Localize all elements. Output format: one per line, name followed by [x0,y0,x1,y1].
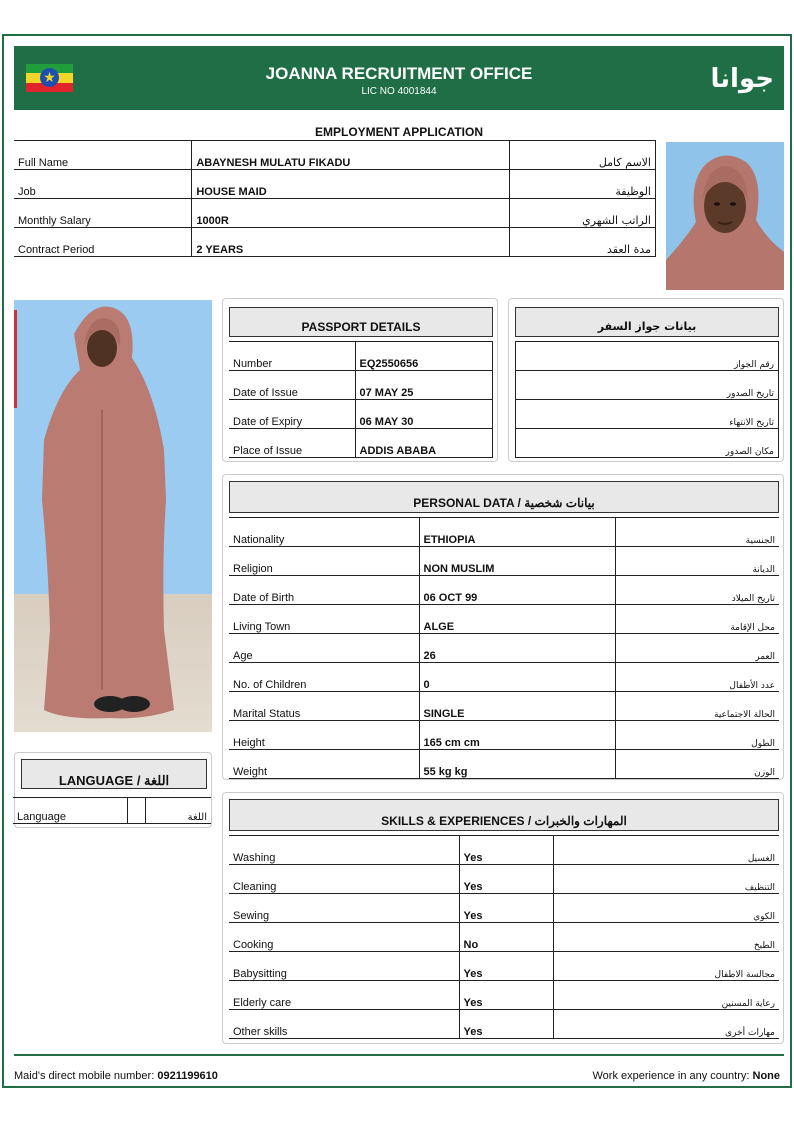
passport-label: Date of Issue [229,371,355,400]
mobile-label: Maid's direct mobile number: [14,1070,155,1082]
skill-label: Elderly care [229,981,459,1010]
skill-value: Yes [459,952,553,981]
application-page [2,34,792,1088]
info-label-ar: مدة العقد [510,228,656,257]
skill-row [229,981,779,1010]
skill-value: Yes [459,836,553,865]
info-value: 2 YEARS [192,228,510,257]
passport-label-ar: مكان الصدور [516,429,779,458]
skill-label-ar: مهارات أخرى [553,1010,779,1039]
personal-row [229,547,779,576]
passport-row-ar [516,371,779,400]
skill-row [229,894,779,923]
skills-table [229,835,779,1039]
personal-label-ar: الحالة الاجتماعية [615,692,779,721]
personal-row [229,692,779,721]
personal-label-ar: الوزن [615,750,779,779]
work-experience-line [593,1070,781,1082]
info-row [14,170,656,199]
passport-label-ar: تاريخ الانتهاء [516,400,779,429]
skill-value: Yes [459,981,553,1010]
ethiopia-flag-icon: ★ [26,64,73,92]
personal-row [229,518,779,547]
info-label-ar: الاسم كامل [510,141,656,170]
experience-label: Work experience in any country: [592,1070,750,1082]
skill-label: Other skills [229,1010,459,1039]
arabic-brand: جوانا [710,64,774,94]
skill-label-ar: التنظيف [553,865,779,894]
passport-table [229,341,493,458]
personal-label: Nationality [229,518,419,547]
passport-label: Date of Expiry [229,400,355,429]
passport-row-ar [516,429,779,458]
personal-data-table [229,517,779,779]
passport-title: PASSPORT DETAILS [229,307,493,337]
personal-label-ar: عدد الأطفال [615,663,779,692]
mobile-value: 0921199610 [157,1070,218,1082]
language-label: Language [13,798,127,824]
language-box [14,752,212,828]
info-row [14,199,656,228]
skill-label-ar: الغسيل [553,836,779,865]
passport-label: Number [229,342,355,371]
skill-label: Cooking [229,923,459,952]
personal-label-ar: محل الإقامة [615,605,779,634]
passport-arabic-table [515,341,779,458]
language-title: LANGUAGE / اللغة [21,759,207,789]
skill-row [229,865,779,894]
info-value: HOUSE MAID [192,170,510,199]
skill-label-ar: الطبخ [553,923,779,952]
basic-info-table [14,140,656,257]
passport-value: 07 MAY 25 [355,371,493,400]
personal-row [229,634,779,663]
personal-row [229,605,779,634]
footer-divider [14,1054,784,1056]
passport-value: ADDIS ABABA [355,429,493,458]
passport-row [229,371,493,400]
personal-value: 0 [419,663,615,692]
skill-value: No [459,923,553,952]
passport-value: EQ2550656 [355,342,493,371]
personal-value: ALGE [419,605,615,634]
header-banner [14,46,784,110]
skill-row [229,923,779,952]
skill-label: Babysitting [229,952,459,981]
language-label-ar: اللغة [145,798,211,824]
license-number: LIC NO 4001844 [361,86,437,97]
passport-row-ar [516,342,779,371]
info-row [14,141,656,170]
skill-label-ar: رعاية المسنين [553,981,779,1010]
passport-label-ar: رقم الجواز [516,342,779,371]
passport-title-ar: بيانات جواز السفر [515,307,779,337]
skill-label: Sewing [229,894,459,923]
experience-value: None [752,1070,780,1082]
passport-label-ar: تاريخ الصدور [516,371,779,400]
passport-value: 06 MAY 30 [355,400,493,429]
skill-row [229,1010,779,1039]
skill-label-ar: الكوي [553,894,779,923]
skill-row [229,952,779,981]
personal-label-ar: الطول [615,721,779,750]
passport-row [229,429,493,458]
passport-box [222,298,498,462]
info-row [14,228,656,257]
info-label: Contract Period [14,228,192,257]
info-label-ar: الراتب الشهري [510,199,656,228]
info-label: Full Name [14,141,192,170]
personal-label-ar: الديانة [615,547,779,576]
language-row [13,798,211,824]
personal-value: 26 [419,634,615,663]
skill-label: Cleaning [229,865,459,894]
skill-value: Yes [459,865,553,894]
personal-value: NON MUSLIM [419,547,615,576]
personal-value: ETHIOPIA [419,518,615,547]
info-value: ABAYNESH MULATU FIKADU [192,141,510,170]
passport-row [229,342,493,371]
personal-row [229,663,779,692]
personal-data-title: PERSONAL DATA / بيانات شخصية [229,481,779,513]
personal-value: 55 kg kg [419,750,615,779]
personal-value: SINGLE [419,692,615,721]
headshot-photo [666,142,784,290]
personal-label: No. of Children [229,663,419,692]
info-label-ar: الوظيفة [510,170,656,199]
full-body-photo [14,300,212,732]
info-label: Job [14,170,192,199]
personal-label: Height [229,721,419,750]
mobile-number-line [14,1070,218,1082]
skills-title: SKILLS & EXPERIENCES / المهارات والخبرات [229,799,779,831]
personal-label: Religion [229,547,419,576]
personal-value: 06 OCT 99 [419,576,615,605]
passport-label: Place of Issue [229,429,355,458]
language-cell [127,798,145,824]
language-table [13,797,211,824]
personal-label: Weight [229,750,419,779]
skill-label-ar: مجالسة الاطفال [553,952,779,981]
info-label: Monthly Salary [14,199,192,228]
personal-data-box [222,474,784,780]
skill-row [229,836,779,865]
passport-arabic-box [508,298,784,462]
personal-label: Marital Status [229,692,419,721]
personal-row [229,721,779,750]
passport-row-ar [516,400,779,429]
office-name: JOANNA RECRUITMENT OFFICE [265,64,533,83]
personal-label-ar: تاريخ الميلاد [615,576,779,605]
personal-label-ar: الجنسية [615,518,779,547]
application-title: EMPLOYMENT APPLICATION [315,125,483,139]
skills-box [222,792,784,1044]
personal-label-ar: العمر [615,634,779,663]
personal-label: Age [229,634,419,663]
skill-label: Washing [229,836,459,865]
info-value: 1000R [192,199,510,228]
personal-value: 165 cm cm [419,721,615,750]
personal-row [229,750,779,779]
skill-value: Yes [459,894,553,923]
skill-value: Yes [459,1010,553,1039]
personal-label: Living Town [229,605,419,634]
personal-row [229,576,779,605]
personal-label: Date of Birth [229,576,419,605]
passport-row [229,400,493,429]
